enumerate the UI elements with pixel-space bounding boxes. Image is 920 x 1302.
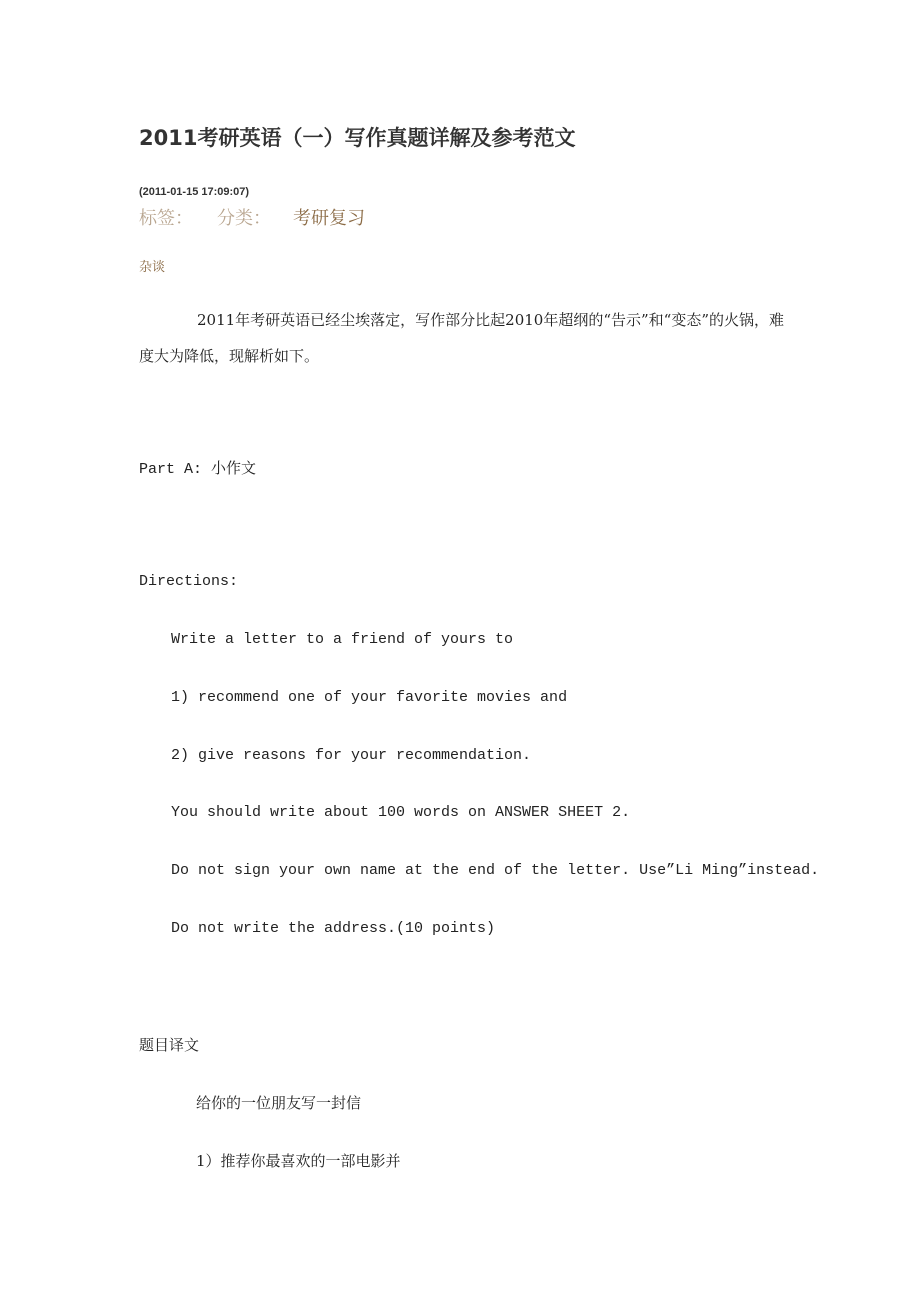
tags-label: 标签： (139, 208, 193, 229)
directions-line: 2) give reasons for your recommendation. (171, 747, 532, 764)
page-title: 2011考研英语（一）写作真题详解及参考范文 (139, 126, 576, 150)
directions-heading: Directions: (139, 573, 239, 590)
intro-paragraph: 2011年考研英语已经尘埃落定，写作部分比起2010年超纲的“告示”和“变态”的火锅，难度大为降低，现解析如下。 (139, 311, 785, 365)
category-link[interactable]: 考研复习 (293, 208, 365, 229)
directions-line: You should write about 100 words on ANSWER SHEET 2. (171, 804, 631, 821)
category-label: 分类： (217, 208, 271, 229)
translation-line: 1）推荐你最喜欢的一部电影并 (196, 1152, 401, 1170)
directions-line: Write a letter to a friend of yours to (171, 631, 514, 648)
translation-line: 给你的一位朋友写一封信 (196, 1094, 362, 1112)
post-date: (2011-01-15 17:09:07) (139, 186, 250, 198)
part-a-heading: Part A: 小作文 (139, 461, 257, 478)
translation-heading: 题目译文 (139, 1036, 200, 1054)
directions-line: Do not write the address.(10 points) (171, 920, 496, 937)
post-meta (139, 204, 365, 230)
directions-line: Do not sign your own name at the end of the letter. Use”Li Ming”instead. (171, 862, 820, 879)
directions-line: 1) recommend one of your favorite movies and (171, 689, 568, 706)
tag-link[interactable]: 杂谈 (139, 260, 166, 275)
